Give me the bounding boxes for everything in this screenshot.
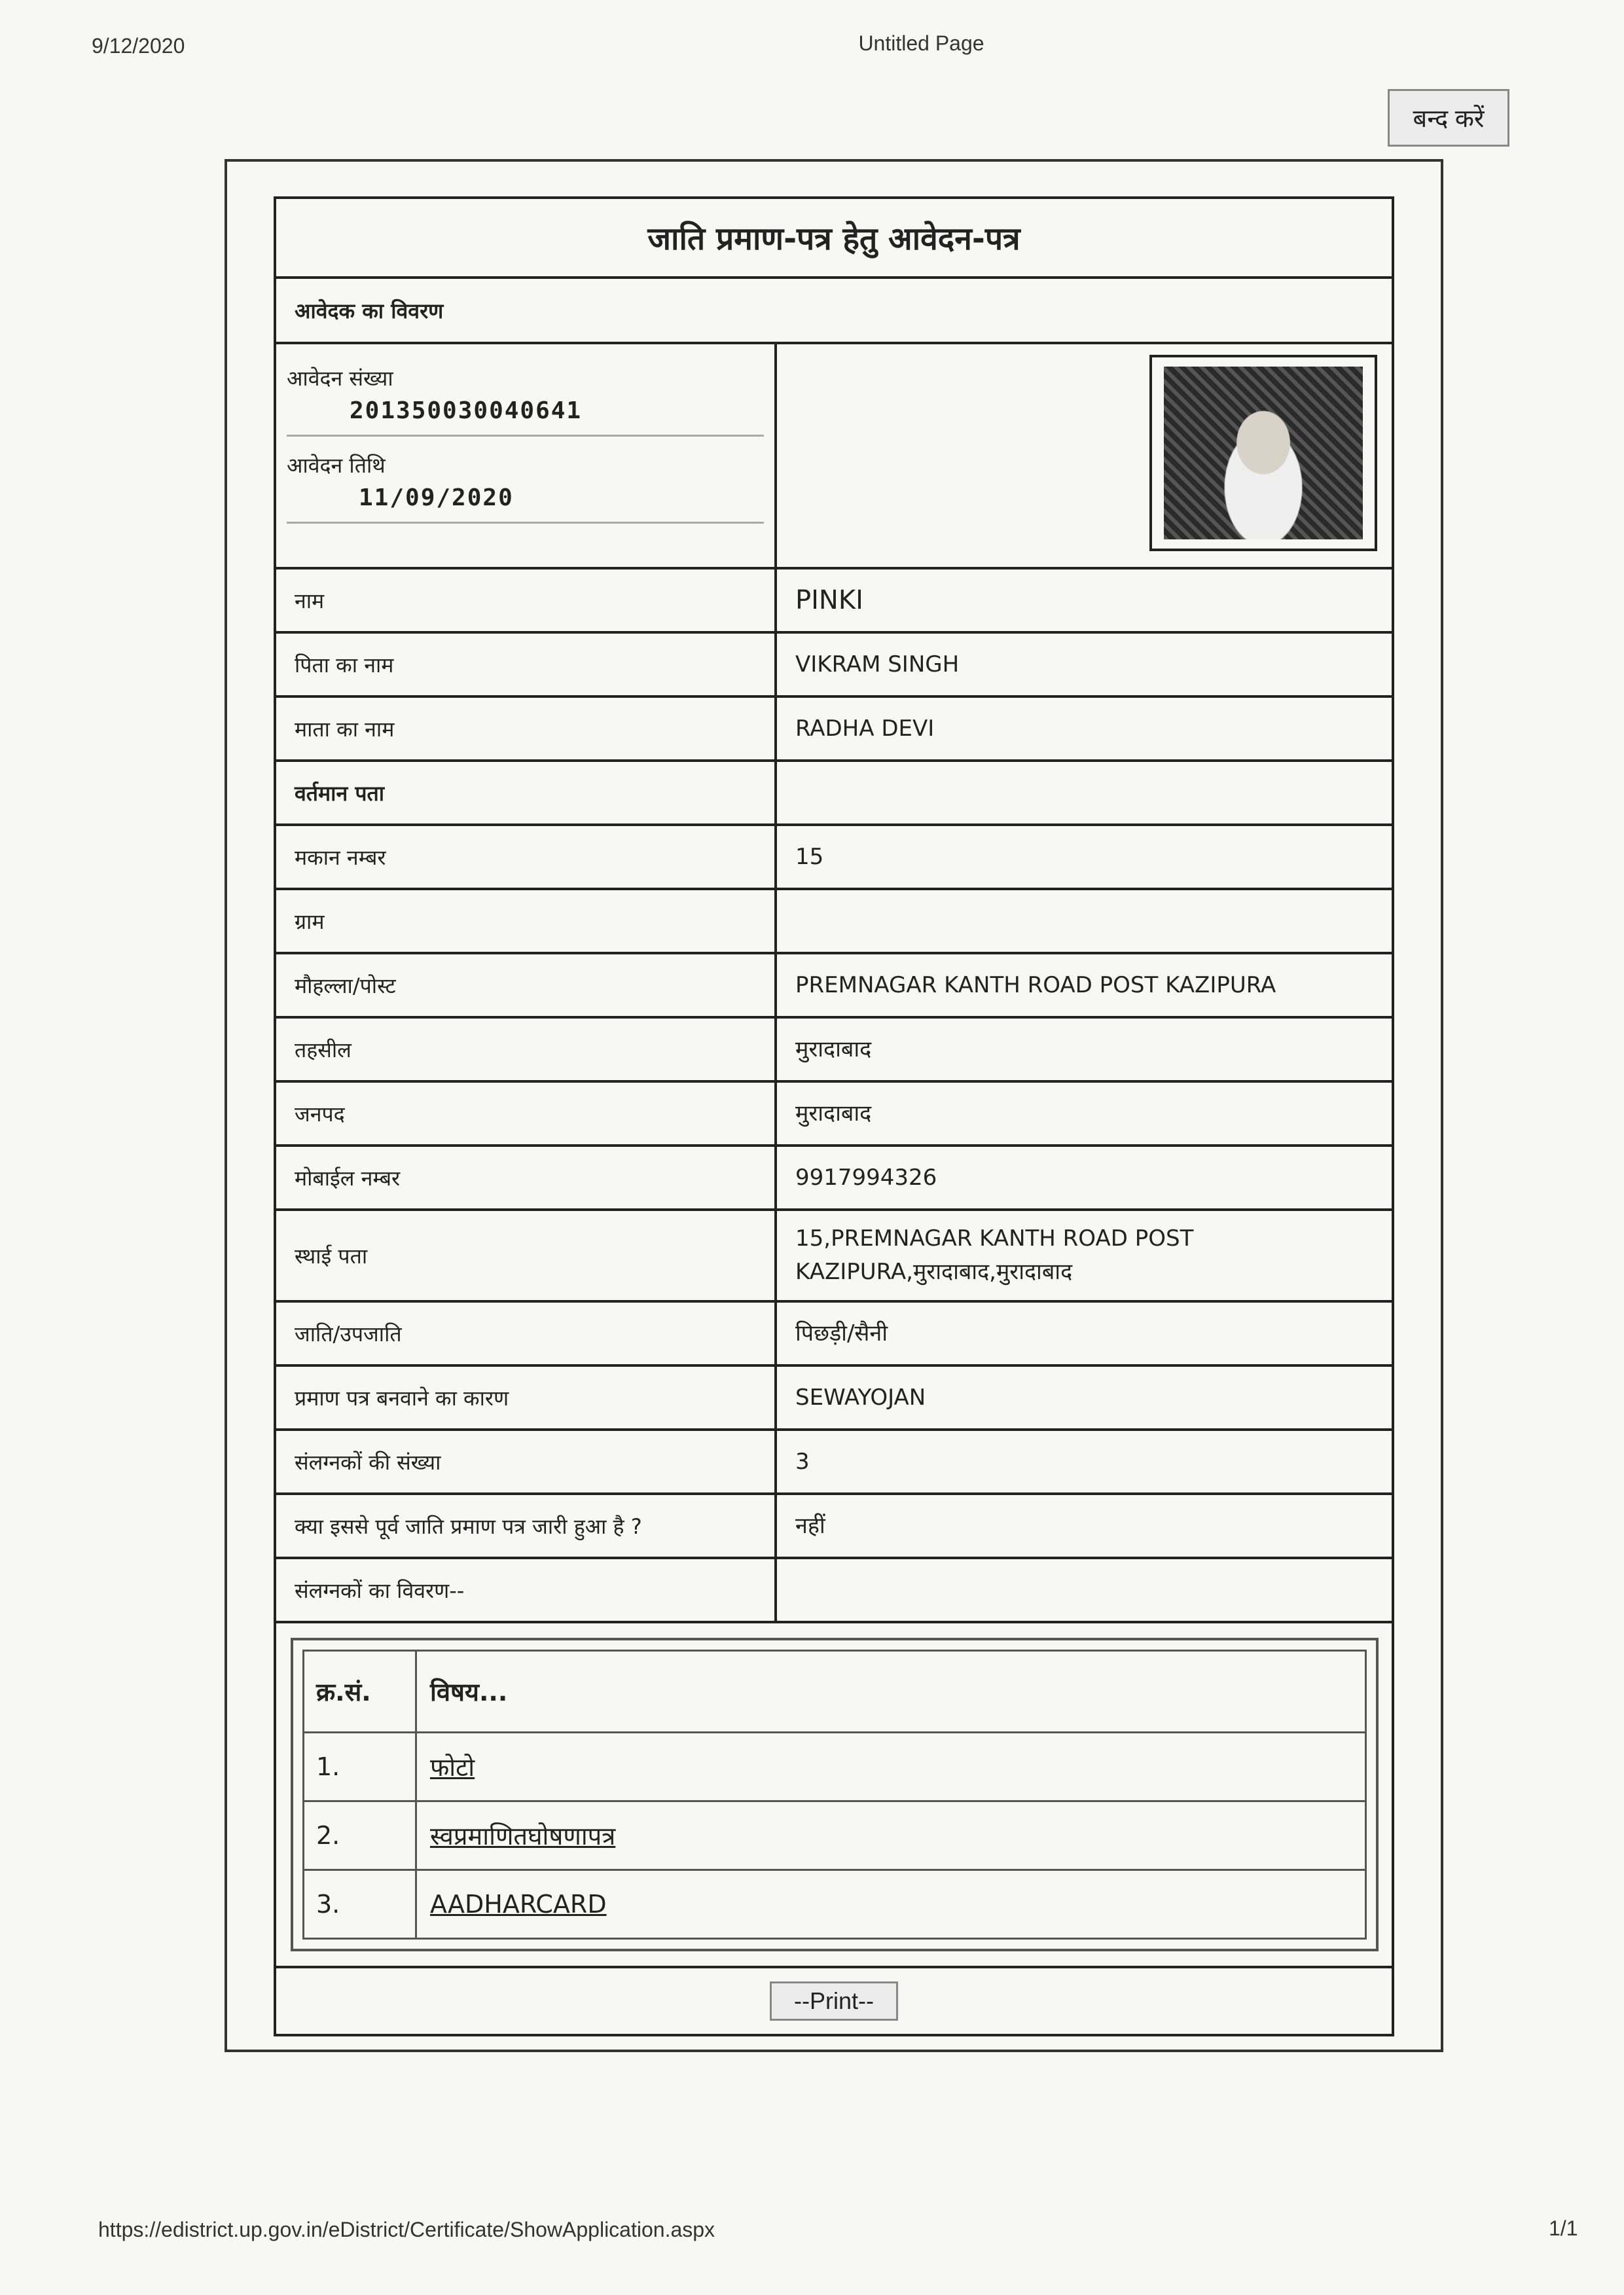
field-value: RADHA DEVI [795,715,935,742]
field-label: पिता का नाम [276,634,777,695]
field-value [777,1559,1392,1621]
field-value: PINKI [795,585,863,615]
field-row-house-number [276,826,1392,890]
field-row-mobile [276,1147,1392,1211]
application-info-row [276,344,1392,569]
field-label: संलग्नकों की संख्या [276,1431,777,1492]
field-label: ग्राम [276,890,777,952]
field-value: मुरादाबाद [795,1036,872,1062]
field-value [777,890,1392,952]
field-value: VIKRAM SINGH [795,651,960,678]
print-button[interactable]: --Print-- [770,1981,898,2021]
application-date-label: आवेदन तिथि [287,453,386,478]
application-date: 11/09/2020 [287,479,764,524]
field-label: जनपद [276,1083,777,1144]
field-value: 15,PREMNAGAR KANTH ROAD POST KAZIPURA,मुरादाबाद,मुरादाबाद [795,1225,1194,1285]
section-heading: आवेदक का विवरण [276,279,1392,344]
table-row [304,1801,1366,1870]
column-header-subject: विषय... [416,1651,1366,1733]
attachment-link[interactable]: AADHARCARD [430,1890,607,1919]
serial-cell: 2. [304,1801,416,1870]
print-page-number: 1/1 [1549,2216,1578,2240]
print-url: https://edistrict.up.gov.in/eDistrict/Certificate/ShowApplication.aspx [98,2218,715,2241]
field-value: नहीं [795,1512,825,1539]
applicant-photo [1164,367,1363,539]
field-row-caste [276,1303,1392,1367]
field-row-reason [276,1367,1392,1431]
field-label: क्या इससे पूर्व जाति प्रमाण पत्र जारी हुआ है ? [276,1495,777,1557]
field-row-village [276,890,1392,954]
field-label: मौहल्ला/पोस्ट [276,954,777,1016]
field-row-attachment-details [276,1559,1392,1623]
table-row [304,1870,1366,1939]
application-form [274,196,1394,2036]
field-row-attachment-count [276,1431,1392,1495]
close-button[interactable]: बन्द करें [1388,89,1509,147]
form-title: जाति प्रमाण-पत्र हेतु आवेदन-पत्र [276,199,1392,279]
field-label: संलग्नकों का विवरण-- [276,1559,777,1621]
column-header-serial: क्र.सं. [304,1651,416,1733]
field-label: जाति/उपजाति [276,1303,777,1364]
subject-cell [416,1801,1366,1870]
table-header-row [304,1651,1366,1733]
field-label: मकान नम्बर [276,826,777,888]
field-row-locality [276,954,1392,1019]
subject-cell [416,1733,1366,1801]
field-value: PREMNAGAR KANTH ROAD POST KAZIPURA [795,971,1276,998]
field-row-permanent-address [276,1211,1392,1303]
attachments-box [291,1638,1379,1951]
field-value: पिछड़ी/सैनी [795,1320,888,1346]
print-date: 9/12/2020 [92,34,185,58]
serial-cell: 1. [304,1733,416,1801]
application-number: 201350030040641 [287,392,764,437]
field-value: 9917994326 [795,1164,937,1191]
field-row-name [276,569,1392,634]
attachments-section [276,1623,1392,1968]
field-row-father-name [276,634,1392,698]
field-value: 3 [795,1448,810,1475]
field-label: मोबाईल नम्बर [276,1147,777,1208]
field-value [777,762,1392,823]
field-row-previous-certificate [276,1495,1392,1559]
print-row [276,1968,1392,2034]
field-label: नाम [276,569,777,631]
application-number-label: आवेदन संख्या [287,366,393,391]
field-row-current-address [276,762,1392,826]
field-label: स्थाई पता [276,1211,777,1300]
table-row [304,1733,1366,1801]
attachment-link[interactable]: स्वप्रमाणितघोषणापत्र [430,1822,616,1851]
field-value: SEWAYOJAN [795,1384,926,1411]
field-row-district [276,1083,1392,1147]
attachment-link[interactable]: फोटो [430,1753,475,1782]
attachments-table [302,1650,1367,1940]
applicant-photo-frame [1149,355,1377,551]
field-value: 15 [795,843,824,870]
field-label: वर्तमान पता [276,762,777,823]
field-label: माता का नाम [276,698,777,759]
subject-cell [416,1870,1366,1939]
serial-cell: 3. [304,1870,416,1939]
field-value: मुरादाबाद [795,1100,872,1127]
print-page-title: Untitled Page [858,31,984,55]
field-label: प्रमाण पत्र बनवाने का कारण [276,1367,777,1428]
field-row-mother-name [276,698,1392,762]
field-row-tehsil [276,1019,1392,1083]
field-label: तहसील [276,1019,777,1080]
